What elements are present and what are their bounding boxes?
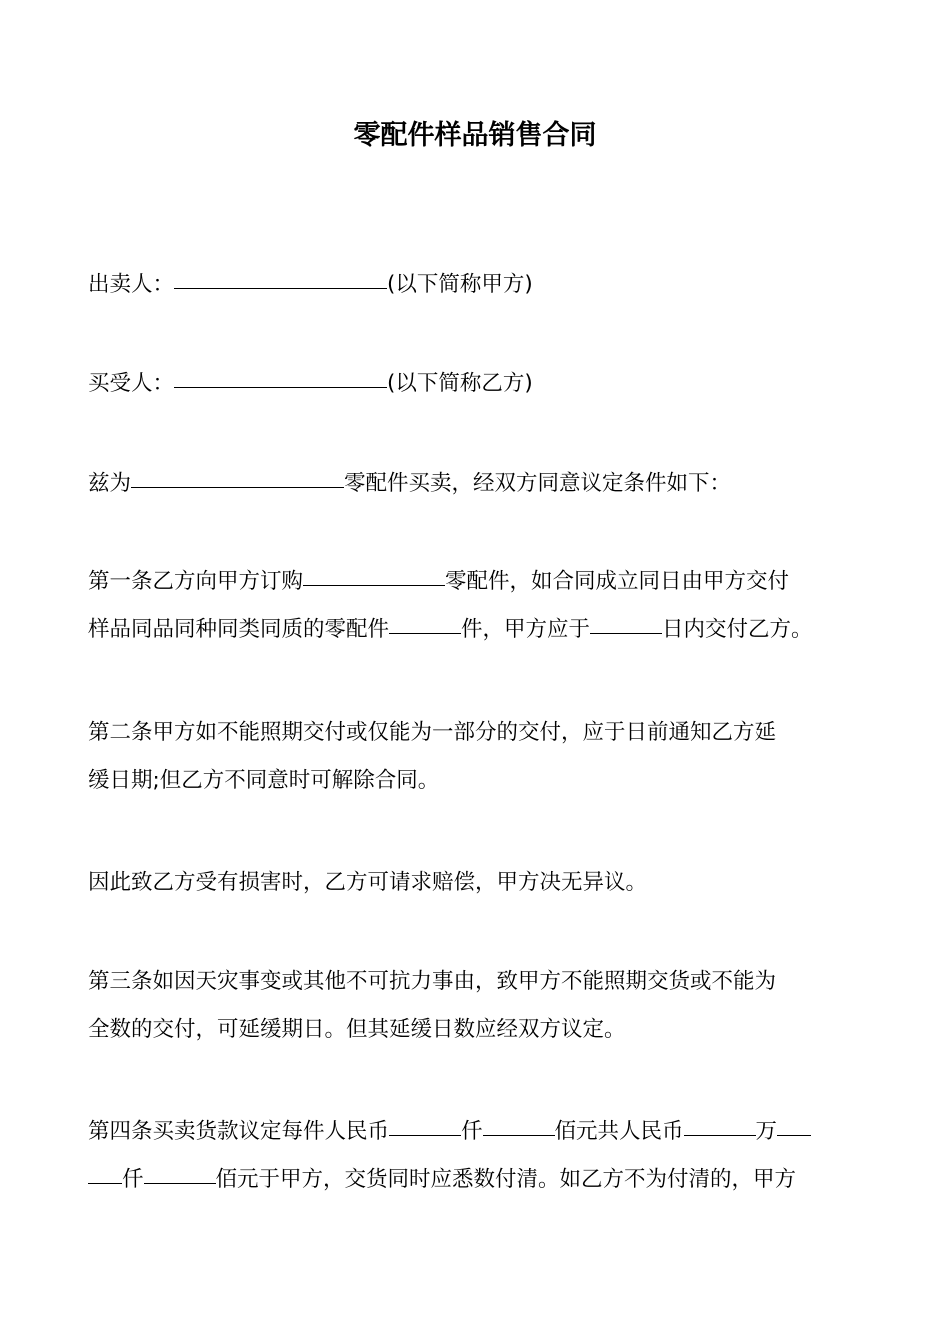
damages-line: 因此致乙方受有损害时，乙方可请求赔偿，甲方决无异议。 xyxy=(88,870,648,895)
seller-alias: (以下简称甲方) xyxy=(387,272,533,297)
document-title: 零配件样品销售合同 xyxy=(353,120,597,151)
unit-price-hundreds-blank xyxy=(483,1113,555,1136)
seller-paragraph xyxy=(88,261,868,309)
article-1 xyxy=(88,558,868,654)
order-item-blank xyxy=(303,563,445,586)
buyer-label: 买受人： xyxy=(88,371,175,396)
article-2 xyxy=(88,709,868,805)
article-4-line-2 xyxy=(88,1156,868,1204)
total-thousands-blank-part-2 xyxy=(88,1161,122,1184)
delivery-days-blank xyxy=(590,611,662,634)
intro-prefix: 兹为 xyxy=(88,471,132,496)
buyer-paragraph xyxy=(88,360,868,408)
total-thousands-blank-part-1 xyxy=(777,1113,811,1136)
article-1-text: 第一条乙方向甲方订购 xyxy=(88,569,304,594)
article-4-text: 第四条买卖货款议定每件人民币 xyxy=(88,1119,390,1144)
article-4-text: 仟 xyxy=(122,1167,144,1192)
article-1-text: 样品同品同种同类同质的零配件 xyxy=(88,617,390,642)
article-2-line-1: 第二条甲方如不能照期交付或仅能为一部分的交付，应于日前通知乙方延 xyxy=(88,720,777,745)
article-1-text: 零配件，如合同成立同日由甲方交付 xyxy=(445,569,790,594)
article-1-line-2 xyxy=(88,606,868,654)
intro-paragraph xyxy=(88,460,868,508)
seller-label: 出卖人： xyxy=(88,272,175,297)
article-4-line-1 xyxy=(88,1108,868,1156)
article-3 xyxy=(88,958,868,1054)
article-4-text: 万 xyxy=(755,1119,778,1144)
article-1-text: 日内交付乙方。 xyxy=(662,617,813,642)
article-3-line-1: 第三条如因天灾事变或其他不可抗力事由，致甲方不能照期交货或不能为 xyxy=(88,969,777,994)
unit-price-thousands-blank xyxy=(389,1113,461,1136)
intro-item-blank xyxy=(131,465,344,488)
seller-line xyxy=(88,261,868,309)
article-1-text: 件，甲方应于 xyxy=(461,617,591,642)
buyer-name-blank xyxy=(174,365,387,388)
intro-suffix: 零配件买卖，经双方同意议定条件如下： xyxy=(344,471,732,496)
article-1-line-1 xyxy=(88,558,868,606)
article-4-text: 佰元共人民币 xyxy=(554,1119,684,1144)
article-4-text: 仟 xyxy=(461,1119,483,1144)
damages-paragraph xyxy=(88,859,868,907)
article-4 xyxy=(88,1108,868,1204)
total-ten-thousands-blank xyxy=(684,1113,756,1136)
article-4-text: 佰元于甲方，交货同时应悉数付清。如乙方不为付清的，甲方 xyxy=(215,1167,797,1192)
total-hundreds-blank xyxy=(144,1161,216,1184)
seller-name-blank xyxy=(174,266,387,289)
buyer-alias: (以下简称乙方) xyxy=(387,371,533,396)
buyer-line xyxy=(88,360,868,408)
quantity-blank xyxy=(389,611,461,634)
article-3-line-2: 全数的交付，可延缓期日。但其延缓日数应经双方议定。 xyxy=(88,1017,626,1042)
intro-line xyxy=(88,460,868,508)
article-2-line-2: 缓日期;但乙方不同意时可解除合同。 xyxy=(88,768,440,793)
